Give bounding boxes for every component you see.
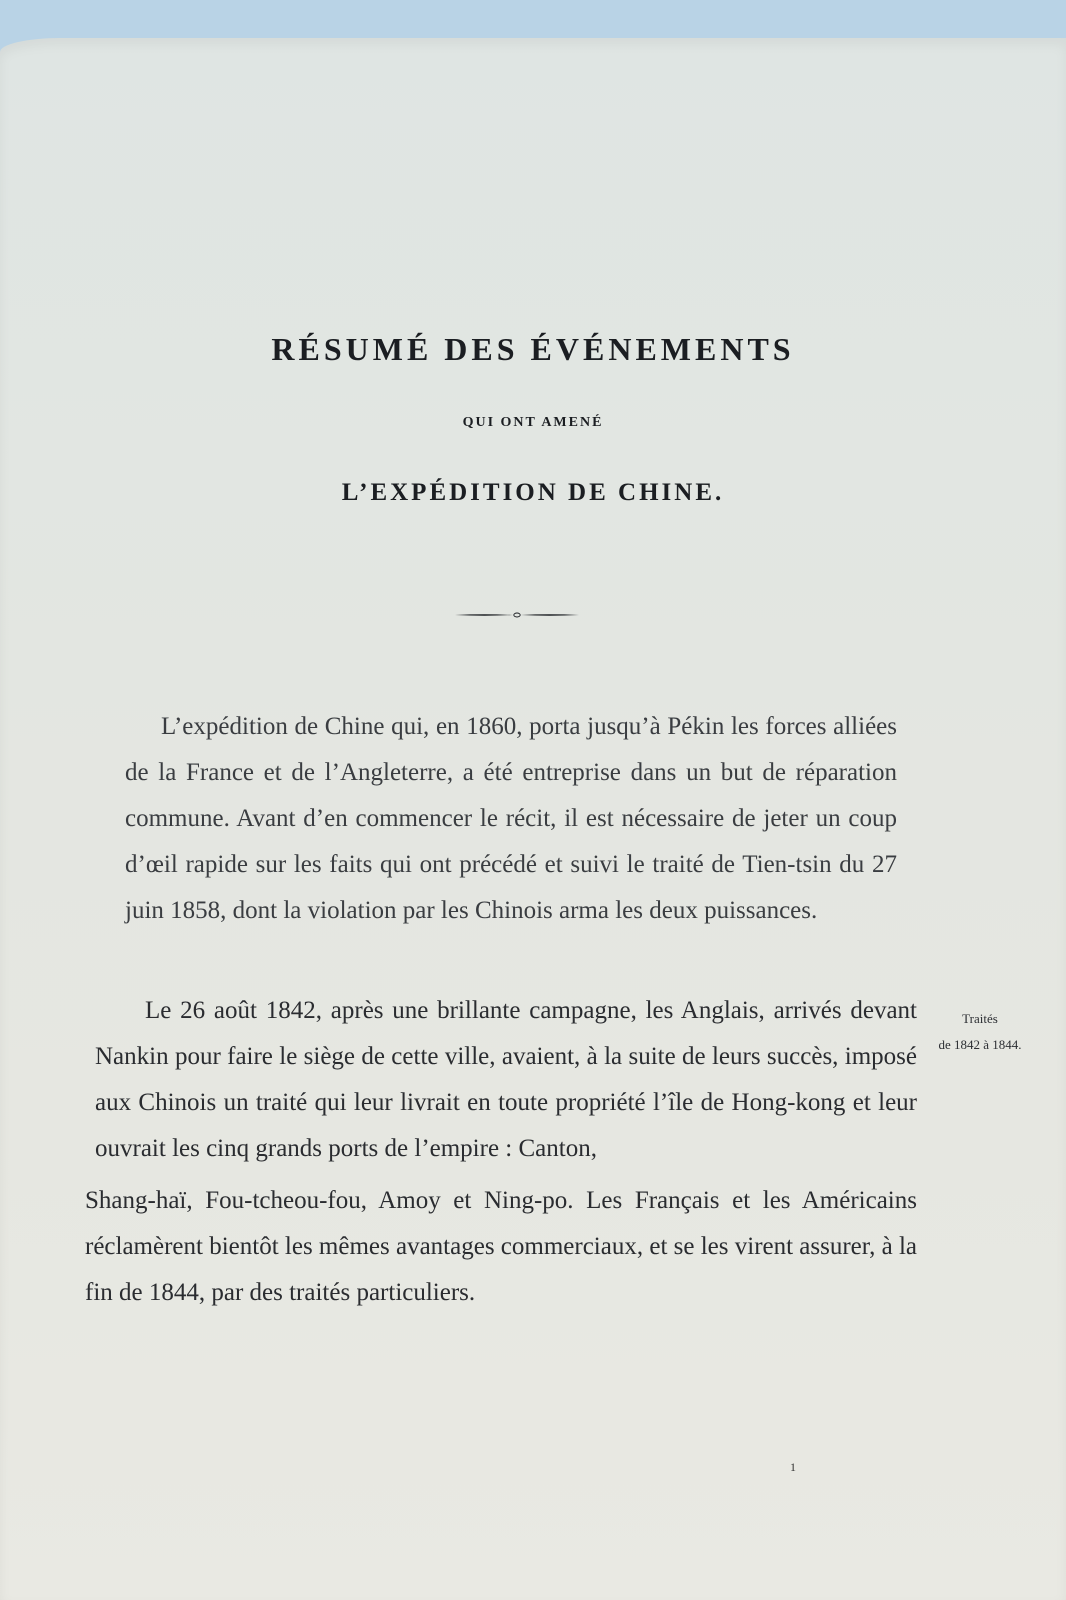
page-number: 1 — [790, 1460, 796, 1474]
margin-note-line-1: Traités — [962, 1011, 998, 1026]
paragraph-ports: Shang-haï, Fou-tcheou-fou, Amoy et Ning-po. Les Français et les Américains réclamèrent bientôt les mêmes avantages commerciaux, et se les virent assurer, à la fin de 1844, par des traités particuliers. — [85, 1187, 917, 1306]
ornament-rule-icon — [455, 611, 579, 619]
margin-note-line-2: de 1842 à 1844. — [938, 1037, 1022, 1052]
paragraph-intro: L’expédition de Chine qui, en 1860, porta jusqu’à Pékin les forces alliées de la France et de l’Angleterre, a été entreprise dans un but de réparation commune. Avant d’en commencer le récit, il est nécessaire de jeter un coup d’œil rapide sur les faits qui ont précédé et suivi le traité de Tien-tsin du 27 juin 1858, dont la violation par les Chinois arma les deux puissances. — [125, 713, 897, 924]
margin-note — [910, 1006, 1050, 1058]
paragraph-treaty: Le 26 août 1842, après une brillante campagne, les Anglais, arrivés devant Nankin pour faire le siège de cette ville, avaient, à la suite de leurs succès, imposé aux Chinois un traité qui leur livrait en toute propriété l’île de Hong-kong et leur ouvrait les cinq grands ports de l’empire : Canton, — [95, 997, 917, 1162]
book-page — [0, 38, 1066, 1600]
title-subtitle: QUI ONT AMENÉ — [462, 415, 604, 430]
title-main: RÉSUMÉ DES ÉVÉNEMENTS — [271, 331, 795, 367]
title-chine: L’EXPÉDITION DE CHINE. — [341, 479, 725, 506]
